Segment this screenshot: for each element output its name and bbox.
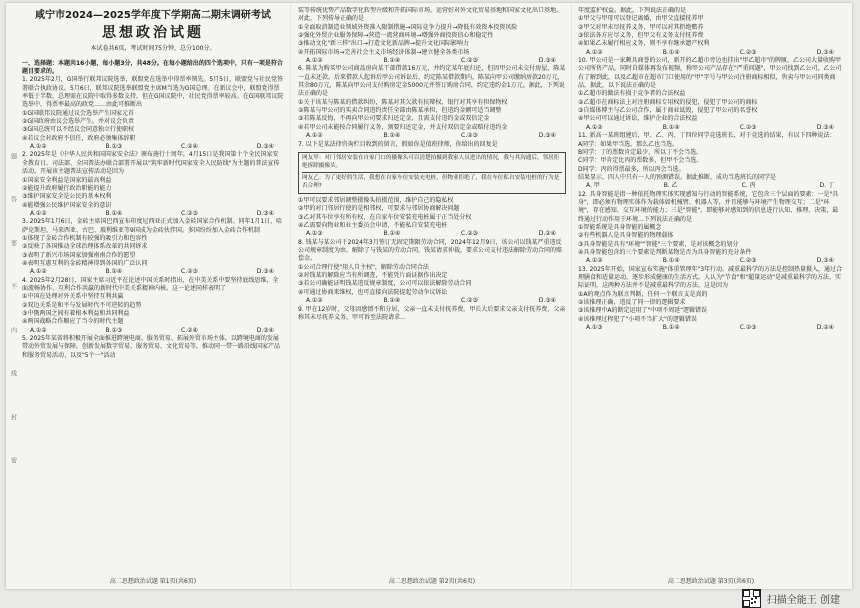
question-text: ③该推理中A的断定运用了"中项不周延"逻辑错误 — [578, 307, 708, 315]
margin-label: 线 — [9, 370, 17, 377]
answer-option: B.①④ — [383, 297, 401, 305]
question-text: C同学：甲肯定比丙的票数多，但甲不会当选。 — [578, 157, 703, 165]
question-text: ②陈某与甲公司的买卖合同违约责任全部由陈某承担，但违约金额可适当调整 — [298, 107, 502, 115]
question-text: ③若陈某反悔，不再向甲公司要求归还定金，且需支付违约金或双倍定金 — [298, 115, 490, 123]
answer-options — [578, 182, 844, 190]
answer-option: C.②③ — [739, 123, 757, 131]
question-text: 11. 新高一某班组建后，甲、乙、丙、丁四位同学竞选班长，对于竞选的结果，有以下四种说法： — [578, 132, 836, 140]
question-text: 4. 2025年2月28日，国家主席习近平在论述中国关系时指出，在中美关系中要坚持底线思维，全面流畅协作、互利合作共赢的新时代中美关系精神内核。这一论述同样表明了 — [22, 276, 279, 292]
answer-option: C.②④ — [181, 143, 198, 151]
question-text: ②该推理正确，违反了同一律的逻辑要求 — [578, 299, 686, 307]
question-text: ④表明互惠互利的金砖精神得到各国的广泛认同 — [22, 259, 148, 267]
answer-option: A.①③ — [306, 230, 323, 238]
question-text: ①G国联邦议院通过议会选举产生国家元首 — [22, 109, 135, 117]
answer-option: D.③④ — [256, 143, 274, 151]
answer-option: B.①③ — [105, 326, 123, 334]
answer-options — [22, 327, 284, 335]
question-text: ③推动文化"新三样"出口→打造文化新品牌→提升文化国际影响力 — [298, 40, 469, 48]
margin-label: 不 — [9, 283, 17, 290]
question-text: ③依法各方应尽义务，但甲父有义务支付抚养费 — [578, 32, 704, 40]
question-text: ②反映了各国推动全球治理体系改革的共同诉求 — [22, 243, 148, 251]
column-1 — [22, 7, 284, 577]
page-footer: 高二思想政治试题 第1页(共6页) — [109, 578, 197, 585]
answer-options — [578, 124, 844, 132]
question-text: ③G国总统可以不经议会同意独立行使职权 — [22, 126, 135, 134]
answer-option: B.①④ — [662, 123, 680, 131]
question-text: ③维护国家安全是公民的基本权利 — [22, 193, 112, 201]
question-text: ④该推理过程犯了"小项不当扩大"的逻辑错误 — [578, 315, 697, 323]
column-2-questions — [298, 7, 566, 322]
question-text: 年度监护权益。据此，下列说法正确的是 — [578, 7, 687, 14]
answer-option: B.①④ — [383, 132, 401, 140]
question-text: ④甲公司可以通过诉讼，维护企业的合法权益 — [578, 115, 698, 123]
question-text: B同学：丁的票数肯定最少，所以丁不会当选。 — [578, 148, 703, 156]
answer-option: A.①② — [586, 257, 603, 265]
question-text: ②双边关系是和平与发展时代不可逆转的趋势 — [22, 301, 142, 309]
answer-option: D.②④ — [816, 324, 834, 332]
question-text: 1. 2025年2月，G国举行联邦议院选举，联盟党在选举中得票率领先。5月5日，联盟党与社民党签署联合执政协议。5月6日，联邦议院选举联盟党主席M当选为G国总理。在新议会中，联盟党得票率低于半数，总理需在议院中取得多数支持，但在G国议院中，社民党得票率较高。在G国联邦议院选举中，得票率最高的政党……由此可推断出 — [22, 76, 284, 109]
question-text: ②乙超市在商标法上对注册商标专用权的侵犯，侵犯了甲公司的商标 — [578, 98, 758, 106]
answer-option: A.①② — [306, 297, 323, 305]
subject-title: 思想政治试题 — [102, 25, 204, 41]
question-text: ③中俄两国之间有着根本利益和共同利益 — [22, 310, 130, 317]
margin-label: 封 — [9, 413, 17, 420]
question-text: ①关于该某与陈某的借款纠纷，陈某对其欠款有抗辩权，银行对其享有担保物权 — [298, 98, 508, 106]
question-text: 结果显示，四人中只有一人的预测错误。据此推断，成功当选班长的同学是 — [578, 173, 777, 181]
question-text: ①国家安全利益是国家的最高利益 — [22, 176, 112, 184]
answer-option: A.①② — [586, 48, 603, 56]
message-box — [298, 152, 566, 194]
question-text: ②强化外贸企业服务保障→营造一流营商环境→增强外商投资信心和稳定性 — [298, 32, 494, 40]
question-text: ①全面取消制造业领域外资准入限制措施→国际竞争力提升→降低有效资本投资风险 — [298, 23, 518, 31]
answer-option: B.①③ — [105, 143, 123, 151]
answer-option: C.②③ — [461, 57, 478, 65]
answer-option: B.①④ — [662, 257, 680, 265]
answer-options — [22, 210, 284, 218]
answer-option: D.②④ — [538, 230, 556, 238]
margin-label: 密 — [9, 456, 17, 463]
question-text: ④两国战略合作顺应了当今的时代主题 — [22, 318, 124, 326]
answer-option: B.①④ — [662, 48, 680, 56]
binding-margin — [6, 153, 20, 463]
column-3-questions — [578, 7, 844, 332]
answer-options — [22, 268, 284, 276]
answer-option: D.③④ — [538, 297, 556, 305]
answer-option: D.③④ — [538, 132, 556, 140]
question-text: ①智能系统是具身智能的属概念 — [578, 223, 662, 231]
answer-option: D.③④ — [538, 57, 556, 65]
question-text: ②甲的对门邻居行使的是相邻权，可要求与邻居协商解决问题 — [298, 205, 460, 213]
qr-code-icon — [742, 589, 761, 608]
exam-sheet — [6, 3, 852, 589]
question-text: ④能增强公民维护国家安全的意识 — [22, 201, 112, 209]
question-text: 5. 2025年某省将积极开展全面推进跨境电商、服务贸易、拓展外贸市场主体，以跨境电商的发展带动外贸发展与保障。创新发展数字贸易、服务贸易、文化贸易等，推动同一带一路沿线国家产品和服务贸易活动、以及"5个一"活动 — [22, 335, 281, 359]
question-text: ③具身智能是具有"环境""智能"三个要素，是对该概念的划分 — [578, 240, 739, 248]
question-text: 装等传统优势产品数字化转型升级和开拓国际市场，运营好对外文化贸易基地和国家文化出口基地。对此，下列传导正确的是 — [298, 7, 563, 23]
question-text: ④乙需要向物业和业主委员会申请，不能私自安装充电桩 — [298, 222, 448, 230]
question-text: 13. 2025年开始，国家宣布实施"体重管理年"3年行动。减重最科学的方法是控制热量摄入，通过合理膳食和适量运动，逐步形成健康的生活方式。人认为"节食"和"超量运动"是减重最科学的方法，实际证明，这两种方法并不是减重最科学的方法，这是因为 — [578, 265, 843, 290]
question-text: ①甲可以要求邻居调整摄像头拍摄范围，维护自己的隐私权 — [298, 197, 454, 205]
question-text: 3. 2025年1月6日，金砖主席国巴西宣布印度尼西亚正式加入金砖国家合作机制。同年1月1日，哈萨克斯坦、马来西亚、古巴、玻利维亚等9国成为金砖伙伴国。多国纷纷加入金砖合作机制 — [22, 218, 283, 234]
answer-option: B.①④ — [383, 57, 401, 65]
question-text: 12. 具身智能是指一种依托物理实体实现感知与行动的智能系统，它包含三个层面的要素：一是"具身"，即必须有物理实体作为载体如机械臂、机器人等，并且能够与环境产生物理交互；二是"环境"，存在感知、交互环境的能力；三是"智能"，即能够对感知到的信息进行认知、推理、决策，最终通过行动作用于环境…下列说法正确的是 — [578, 190, 839, 223]
exam-note: 本试卷共6页，考试时间75分钟，总分100分。 — [90, 45, 216, 53]
question-text: 7. 以下是某法律咨询栏目收到的留言，假如你是值班律师，你给出的回复是 — [298, 140, 498, 148]
column-divider — [290, 3, 291, 589]
answer-option: D.③④ — [816, 48, 834, 56]
answer-option: B.①④ — [383, 230, 401, 238]
question-text: ④如果乙未履行相应义务，则不享有继承遗产权利 — [578, 40, 710, 48]
answer-option: A.①② — [30, 209, 47, 217]
answer-option: C.②③ — [461, 230, 478, 238]
question-text: A同学：如果甲当选，那么乙也当选。 — [578, 140, 679, 148]
answer-option: C.②③ — [181, 268, 198, 276]
question-text: ④可通过协商来维权，也可直接向法院提起劳动争议诉讼 — [298, 288, 448, 296]
answer-options — [578, 324, 844, 332]
question-text: ①A的观点作为联言判断，任何一个联言支是真的 — [578, 290, 708, 298]
answer-options — [298, 297, 566, 305]
answer-option: C.②③ — [739, 257, 757, 265]
question-text: ②对钱某的解除应当有所调查，不能凭片面证据作出决定 — [298, 272, 448, 280]
answer-option: D. 丁 — [819, 182, 834, 190]
question-text: ③乙对其车位享有所有权，在自家车位安装充电桩属于正当处分权 — [298, 213, 472, 221]
answer-option: C.②③ — [461, 297, 478, 305]
answer-option: A.①② — [306, 132, 323, 140]
margin-label: 答 — [9, 196, 17, 203]
question-text: ④具身智能包含的三个要素是判断某物是否为具身智能的充分条件 — [578, 248, 752, 256]
question-text: ①体现了金砖合作机制有较强的吸引力和包容性 — [22, 234, 148, 242]
column-3 — [578, 7, 844, 577]
question-text: 9. 甲在12岁时，父母因感情不和分居，父亲一直未支付抚养费。甲长大后要求父亲支付抚养费，父亲称其未尽抚养义务，甲可诉至法院请求… — [298, 305, 566, 321]
section-heading: 一、选择题：本题共16小题，每小题3分，共48分。在每小题给出的四个选项中，只有一项是符合题目要求的。 — [22, 59, 283, 76]
answer-option: D.③④ — [816, 257, 834, 265]
exam-title: 咸宁市2024—2025学年度下学期高二期末调研考试 — [35, 10, 271, 21]
column-2 — [298, 7, 566, 577]
question-text: ②能提升政府履行政治职能的能力 — [22, 184, 112, 192]
question-text: ①中国在处理对外关系中坚持互利共赢 — [22, 293, 124, 301]
question-text: ②G国政府由议会选举产生，并对议会负责 — [22, 118, 135, 126]
answer-options — [298, 132, 566, 140]
question-text: ③表明了新兴市场国家加强南南合作的愿望 — [22, 251, 136, 259]
question-text: 6. 陈某为购买甲公司商品房向某干部借款16万元，并约定某年底归还，但因甲公司未交付房屋，陈某一直未还款。后来借款人起诉后甲公司诉讼后，约定陈某借款期内，陈某向甲公司缴纳房款20万元，其余80万元，陈某向甲公司支付购房定金5000元并签订购房合同，约定违约金1万元。据此，下列说法正确的是 — [298, 65, 566, 98]
answer-option: A.①② — [30, 143, 47, 151]
column-1-questions — [22, 76, 284, 360]
answer-option: D.③④ — [256, 209, 274, 217]
answer-option: C.②③ — [739, 324, 757, 332]
question-text: 2. 2025年是《中华人民共和国国家安全法》颁布施行十周年，4月15日是我国第十个全民国家安全教育日。司法部、全国普法办联合部署开展以"筑牢新时代国家安全人民防线"为主题的普法宣传活动。开展该主题普法宣传活动是因为 — [22, 151, 280, 176]
answer-option: D.③④ — [256, 326, 274, 334]
answer-option: C.②③ — [181, 209, 198, 217]
scanner-watermark — [742, 589, 840, 608]
question-text: ②甲父对甲未尽抚养义务，甲可以对其拒绝赡养 — [578, 23, 704, 31]
answer-option: B. 乙 — [663, 182, 678, 190]
answer-options — [578, 49, 844, 57]
answer-option: A.①② — [30, 268, 47, 276]
page-footer: 高二思想政治试题 第2页(共6页) — [388, 578, 476, 585]
question-text: ③若公司确能证明钱某违反规章制度，公司可以依法解除劳动合同 — [298, 280, 472, 288]
question-text: ①乙超市的做法有损于竞争者的合法权益 — [578, 90, 686, 98]
question-text: ②有些机器人是具身智能的物理载体 — [578, 232, 674, 240]
message-text: 网友甲：对门邻居安装在自家门口的摄像头可以清楚拍摄到我家人员进出的情况，我与其沟通后，邻居拒绝拆除摄像头。 — [302, 154, 560, 169]
answer-option: A.①③ — [586, 324, 603, 332]
question-text: ①甲父与甲母可以登记离婚，由甲父直接抚养甲 — [578, 15, 704, 23]
question-text: 8. 钱某与某公司于2024年3月签订无固定期限劳动合同，2024年12月9日，该公司以钱某严重违反公司规章制度为由，解除了与钱某的劳动合同，钱某请求仲裁，要求公司支付违法解除劳动合同的赔偿金。 — [298, 238, 563, 263]
question-text: ④若议会对政府不信任，政府必须集体辞职 — [22, 134, 136, 142]
scanner-label: 扫描全能王 创建 — [766, 595, 840, 606]
page-footer: 高二思想政治试题 第3页(共6页) — [667, 578, 755, 585]
answer-option: A. 甲 — [586, 182, 600, 190]
answer-option: B.①④ — [105, 209, 123, 217]
answer-option: C.②③ — [461, 132, 478, 140]
margin-label: 要 — [9, 239, 17, 246]
answer-option: B.①④ — [662, 324, 680, 332]
question-text: ④若甲公司未能按合同履行义务，须要归还定金，并支付双倍定金或赔付违约金 — [298, 123, 508, 131]
margin-label: 内 — [9, 326, 17, 333]
message-text: 网友乙：为了更好的生活，我想在自家车位安装充电桩，但物业拒绝了，我在车位私自安装电桩的行为是否合理? — [302, 172, 562, 191]
answer-option: D.③④ — [816, 123, 834, 131]
column-divider — [571, 3, 572, 589]
answer-option: A.①② — [306, 57, 323, 65]
answer-option: C.②④ — [181, 326, 198, 334]
answer-option: C.②③ — [739, 48, 757, 56]
question-text: D同学：丙的得票最多，所以丙会当选。 — [578, 165, 685, 173]
answer-option: C. 丙 — [741, 182, 756, 190]
answer-option: D.③④ — [256, 268, 274, 276]
question-text: ④开拓国际市场→完善社会主义市场经济体制→建立健全各类市场 — [298, 48, 470, 56]
answer-option: A.①② — [30, 326, 47, 334]
question-text: ③自媒体博主与乙公司合作，属于商业诋毁，侵犯了甲公司的名誉权 — [578, 107, 758, 115]
answer-option: A.①② — [586, 123, 603, 131]
question-text: ①公司合理行使"用人自主权"，解除劳动合同合法 — [298, 263, 429, 271]
answer-options — [578, 257, 844, 265]
margin-label: 题 — [9, 153, 17, 159]
answer-option: B.①④ — [105, 268, 123, 276]
answer-options — [298, 230, 566, 238]
question-text: 10. 甲公司是一家颇具商誉的公司，新开的乙超市旁边也挂出"甲乙超市"的牌匾，乙公司大量收购甲公司所售产品，同时自媒体再发布视频，称甲公司产品存在"严重问题"，甲公司找到乙公司，乙公司有了解到此，以及乙超市在超市门口使用的"甲"字号与甲公司注册商标相似，售卖与甲公司同类商品，据此，以下说法正确的是 — [578, 57, 842, 90]
